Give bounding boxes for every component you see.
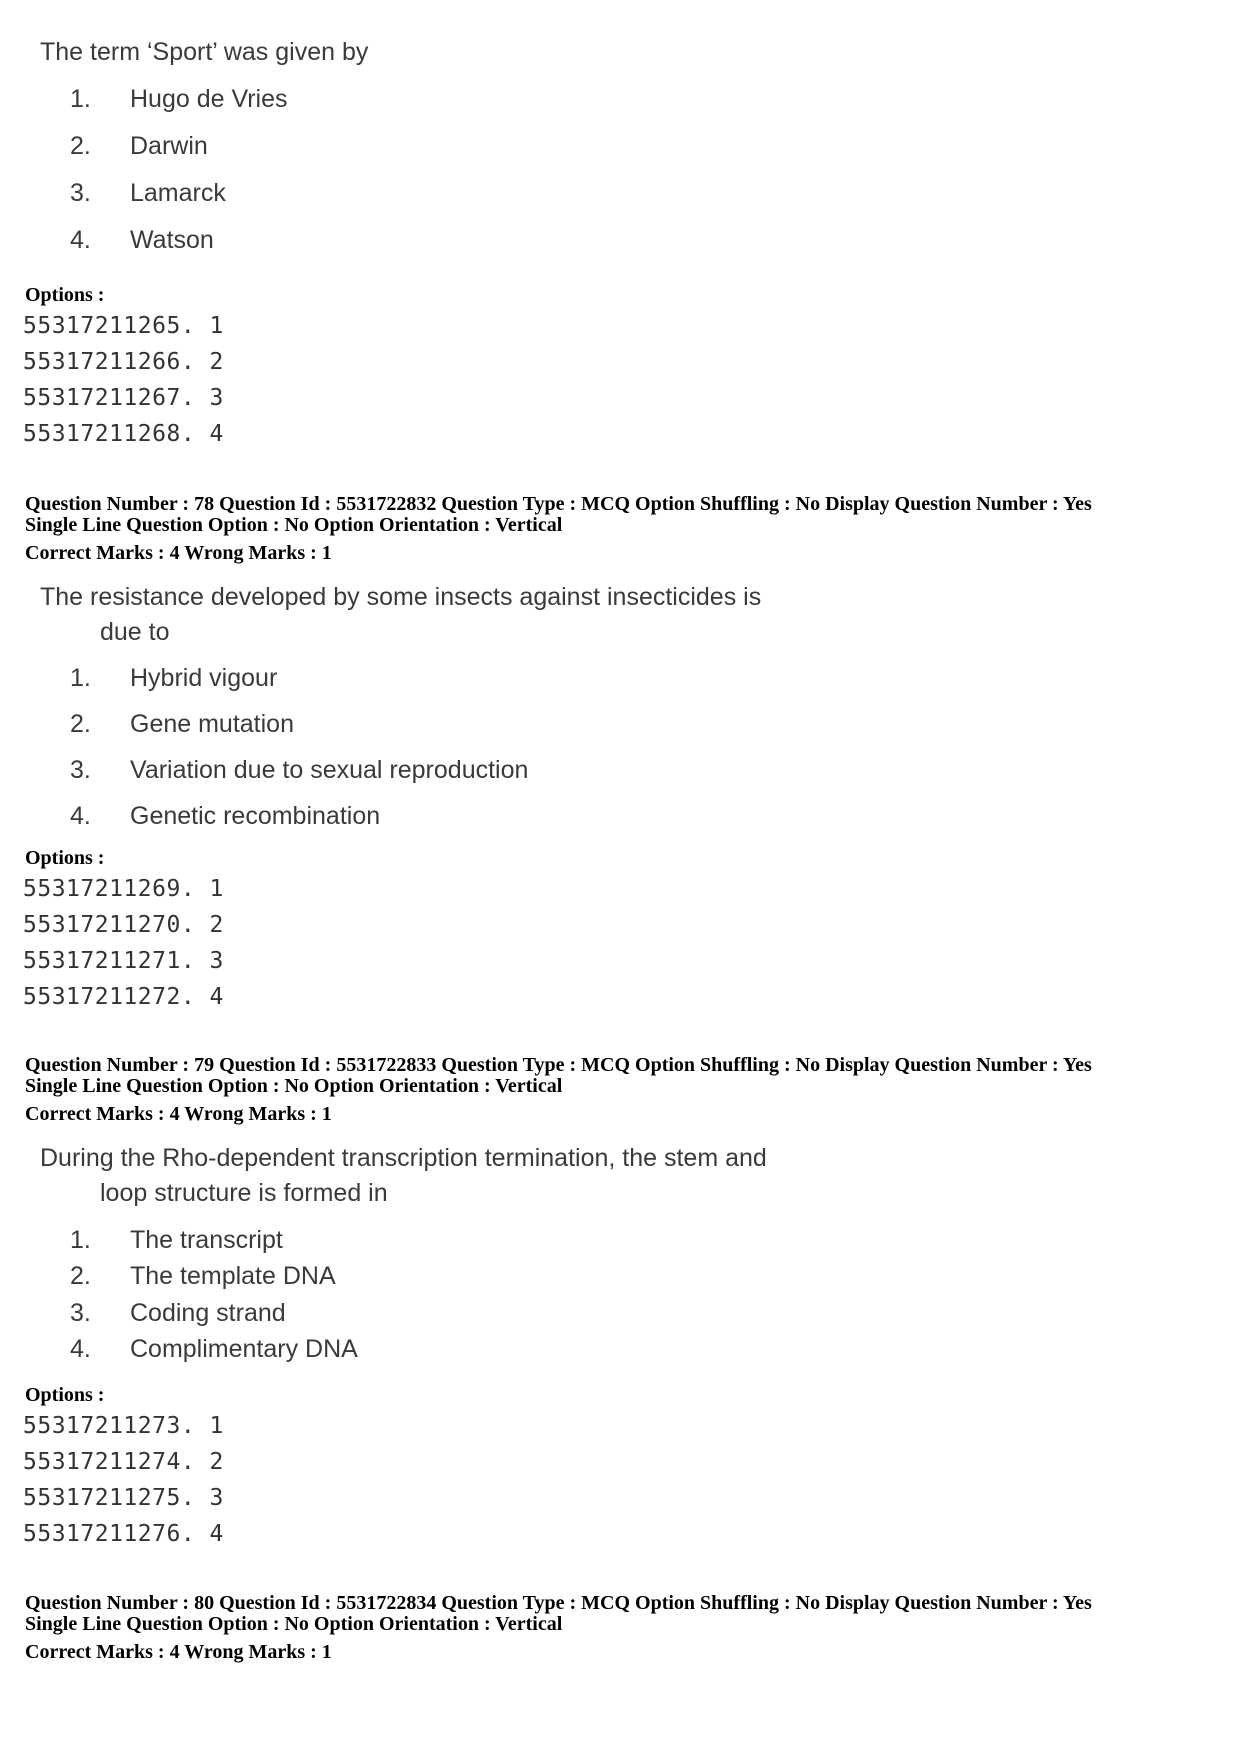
choice-text: Hugo de Vries — [130, 85, 288, 113]
choice-text: Lamarck — [130, 179, 226, 207]
q77-choice-3 — [70, 179, 226, 208]
q78-option-id-3: 55317211271. 3 — [23, 948, 224, 974]
q79-choice-1 — [70, 1226, 283, 1255]
q78-option-id-1: 55317211269. 1 — [23, 876, 224, 902]
q79-choice-3 — [70, 1299, 286, 1328]
q80-meta-line1: Question Number : 80 Question Id : 5531722834 Question Type : MCQ Option Shuffling : No Display Question Number : Yes — [25, 1592, 1092, 1614]
q78-stem — [40, 583, 761, 647]
choice-text: Variation due to sexual reproduction — [130, 756, 529, 784]
q77-option-id-4: 55317211268. 4 — [23, 421, 224, 447]
choice-text: The transcript — [130, 1226, 283, 1254]
choice-number: 4. — [70, 226, 91, 254]
q77-options-label: Options : — [25, 284, 105, 306]
choice-text: Coding strand — [130, 1299, 286, 1327]
q77-option-id-2: 55317211266. 2 — [23, 349, 224, 375]
q78-choice-2 — [70, 710, 294, 739]
q80-meta-line2: Single Line Question Option : No Option Orientation : Vertical — [25, 1613, 563, 1635]
q79-choice-2 — [70, 1262, 336, 1291]
q78-meta-line1: Question Number : 78 Question Id : 5531722832 Question Type : MCQ Option Shuffling : No Display Question Number : Yes — [25, 493, 1092, 515]
choice-number: 3. — [70, 1299, 91, 1327]
q78-choice-1 — [70, 664, 277, 693]
choice-number: 1. — [70, 1226, 91, 1254]
q78-marks: Correct Marks : 4 Wrong Marks : 1 — [25, 542, 332, 564]
choice-number: 3. — [70, 756, 91, 784]
q79-choice-4 — [70, 1335, 358, 1364]
q78-stem-line1: The resistance developed by some insects against insecticides is — [40, 583, 762, 611]
q79-marks: Correct Marks : 4 Wrong Marks : 1 — [25, 1103, 332, 1125]
q78-option-id-2: 55317211270. 2 — [23, 912, 224, 938]
q79-option-id-1: 55317211273. 1 — [23, 1413, 224, 1439]
q77-option-id-1: 55317211265. 1 — [23, 313, 224, 339]
q77-choice-1 — [70, 85, 288, 114]
q78-options-label: Options : — [25, 847, 105, 869]
choice-text: Complimentary DNA — [130, 1335, 358, 1363]
q79-stem-line2: loop structure is formed in — [100, 1179, 388, 1207]
q77-choice-2 — [70, 132, 208, 161]
q77-stem: The term ‘Sport’ was given by — [40, 38, 369, 66]
choice-number: 4. — [70, 1335, 91, 1363]
choice-text: Darwin — [130, 132, 208, 160]
choice-number: 2. — [70, 1262, 91, 1290]
choice-text: Watson — [130, 226, 214, 254]
q79-stem — [40, 1144, 767, 1208]
q80-meta — [25, 1593, 1092, 1635]
q80-marks: Correct Marks : 4 Wrong Marks : 1 — [25, 1641, 332, 1663]
choice-text: The template DNA — [130, 1262, 336, 1290]
q78-meta-line2: Single Line Question Option : No Option Orientation : Vertical — [25, 514, 563, 536]
choice-number: 3. — [70, 179, 91, 207]
choice-number: 2. — [70, 710, 91, 738]
choice-text: Hybrid vigour — [130, 664, 278, 692]
choice-text: Gene mutation — [130, 710, 294, 738]
choice-number: 4. — [70, 802, 91, 830]
choice-text: Genetic recombination — [130, 802, 381, 830]
q78-stem-line2: due to — [100, 618, 170, 646]
q78-meta — [25, 494, 1092, 536]
choice-number: 1. — [70, 85, 91, 113]
q78-option-id-4: 55317211272. 4 — [23, 984, 224, 1010]
q78-choice-4 — [70, 802, 380, 831]
q79-option-id-2: 55317211274. 2 — [23, 1449, 224, 1475]
q79-option-id-4: 55317211276. 4 — [23, 1521, 224, 1547]
q79-meta-line1: Question Number : 79 Question Id : 5531722833 Question Type : MCQ Option Shuffling : No Display Question Number : Yes — [25, 1054, 1092, 1076]
q78-choice-3 — [70, 756, 528, 785]
choice-number: 1. — [70, 664, 91, 692]
q77-choice-4 — [70, 226, 214, 255]
q77-option-id-3: 55317211267. 3 — [23, 385, 224, 411]
q79-option-id-3: 55317211275. 3 — [23, 1485, 224, 1511]
q79-stem-line1: During the Rho-dependent transcription termination, the stem and — [40, 1144, 767, 1172]
q79-meta-line2: Single Line Question Option : No Option Orientation : Vertical — [25, 1075, 563, 1097]
choice-number: 2. — [70, 132, 91, 160]
q79-options-label: Options : — [25, 1384, 105, 1406]
q79-meta — [25, 1055, 1092, 1097]
